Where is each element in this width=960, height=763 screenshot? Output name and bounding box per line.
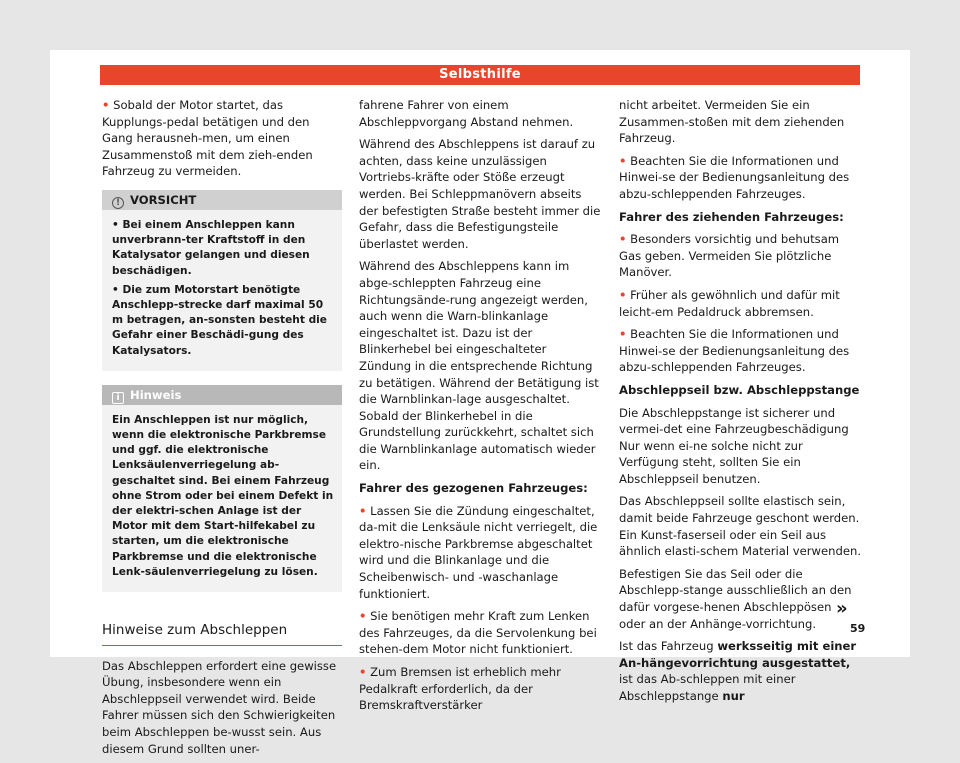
subheading: Fahrer des gezogenen Fahrzeuges: [359,481,588,496]
list-item: • Zum Bremsen ist erheblich mehr Pedalkraft erforderlich, da der Bremskraftverstärker [359,665,561,713]
list-item: • Beachten Sie die Informationen und Hinwei-se der Bedienungsanleitung des abzu-schleppenden Fahrzeuges. [619,327,850,375]
paragraph: Befestigen Sie das Seil oder die Abschlepp-stange ausschließlich an den dafür vorgese-henen Abschleppösen oder an der Anhänge-vorrichtung. [619,566,852,631]
section-paragraph: Das Abschleppen erfordert eine gewisse Übung, insbesondere wenn ein Abschleppseil verwendet wird. Beide Fahrer müssen sich den Schwierigkeiten beim Abschleppen be-wusst sein. Aus diesem Grund sollten uner- [102,658,337,756]
bullet-icon: • [619,287,627,302]
column-2 [359,97,602,720]
paragraph: nicht arbeitet. Vermeiden Sie ein Zusammen-stoßen mit dem ziehenden Fahrzeug. [619,98,845,146]
paragraph: Während des Abschleppens kann im abge-schleppten Fahrzeug eine Richtungsände-rung angezeigt werden, auch wenn die Warn-blinkanlage eingeschaltet ist. Dazu ist der Blinkerhebel bei eingeschalteter Zündung in die entsprechende Richtung zu betätigen. Während der Betätigung ist die Warnblinkan-lage ausgeschaltet. Sobald der Blinkerhebel in die Grundstellung zurückkehrt, schaltet sich die Warnblinkanlage automatisch wieder ein. [359,259,599,473]
bullet-icon: • [359,609,367,624]
intro-paragraph: • Sobald der Motor startet, das Kupplungs-pedal betätigen und den Gang herausneh-men, um einen Zusammenstoß mit dem zieh-enden Fahrzeug zu vermeiden. [102,98,313,179]
vorsicht-item: • Bei einem Anschleppen kann unverbrann-ter Kraftstoff in den Katalysator gelangen und diesen beschädigen. [112,218,310,277]
bullet-icon: • [359,503,367,518]
chapter-header: Selbsthilfe [100,65,860,85]
bullet-icon: • [359,665,367,679]
subheading: Fahrer des ziehenden Fahrzeuges: [619,209,844,224]
subheading: Abschleppseil bzw. Abschleppstange [619,382,860,397]
bullet-icon: • [102,98,110,112]
list-item: • Früher als gewöhnlich und dafür mit leicht-em Pedaldruck abbremsen. [619,287,840,319]
info-icon: i [112,392,124,404]
vorsicht-item: • Die zum Motorstart benötigte Anschlepp-strecke darf maximal 50 m betragen, an-sonsten besteht die Gefahr einer Beschädi-gung des Katalysators. [112,283,327,357]
list-item: • Lassen Sie die Zündung eingeschaltet, da-mit die Lenksäule nicht verriegelt, die elektro-nische Parkbremse abgeschaltet wird und die Blinkanlage und die Scheibenwisch- und -waschanlage funktioniert. [359,503,598,601]
paragraph: Die Abschleppstange ist sicherer und vermei-det eine Fahrzeugbeschädigung Nur wenn ei-ne solche nicht zur Verfügung steht, sollten Sie ein Abschleppseil benutzen. [619,405,849,486]
column-3 [619,97,861,711]
vorsicht-body [102,210,342,371]
page-number: 59 [850,622,866,635]
bullet-icon: • [619,153,627,168]
continue-marker: » [836,598,848,619]
list-item: • Sie benötigen mehr Kraft zum Lenken des Fahrzeuges, da die Servolenkung bei stehen-dem Motor nicht funktioniert. [359,609,597,657]
list-item: • Beachten Sie die Informationen und Hinwei-se der Bedienungsanleitung des abzu-schleppenden Fahrzeuges. [619,153,850,201]
list-item: • Besonders vorsichtig und behutsam Gas geben. Vermeiden Sie plötzliche Manöver. [619,232,840,280]
column-1 [102,97,342,763]
paragraph: Das Abschleppseil sollte elastisch sein, damit beide Fahrzeuge geschont werden. Ein Kunst-faserseil oder ein Seil aus ähnlich elasti-schem Material verwenden. [619,494,862,559]
hinweis-body: Ein Anschleppen ist nur möglich, wenn die elektronische Parkbremse und ggf. die elektronische Lenksäulenverriegelung ab-geschaltet sind. Bei einem Fahrzeug ohne Strom oder bei einem Defekt in der elektri-schen Anlage ist der Motor mit dem Start-hilfekabel zu starten, um die elektronische Parkbremse und die elektronische Lenk-säulenverriegelung zu lösen. [112,413,334,578]
warning-icon: ! [112,197,124,209]
paragraph: Ist das Fahrzeug werksseitig mit einer An-hängevorrichtung ausgestattet, ist das Ab-schleppen mit einer Abschleppstange nur [619,639,857,703]
vorsicht-box [102,190,342,371]
bullet-icon: • [619,327,627,342]
hinweis-box [102,385,342,592]
vorsicht-header: ! VORSICHT [102,190,342,210]
section-title: Hinweise zum Abschleppen [102,622,342,646]
bullet-icon: • [619,232,627,247]
paragraph: Während des Abschleppens ist darauf zu achten, dass keine unzulässigen Vortriebs-kräfte oder Stöße erzeugt werden. Bei Schleppmanövern abseits der befestigten Straße besteht immer die Gefahr, dass die Befestigungsteile überlastet werden. [359,137,601,251]
hinweis-header: i Hinweis [102,385,342,405]
paragraph: fahrene Fahrer von einem Abschleppvorgang Abstand nehmen. [359,98,574,129]
